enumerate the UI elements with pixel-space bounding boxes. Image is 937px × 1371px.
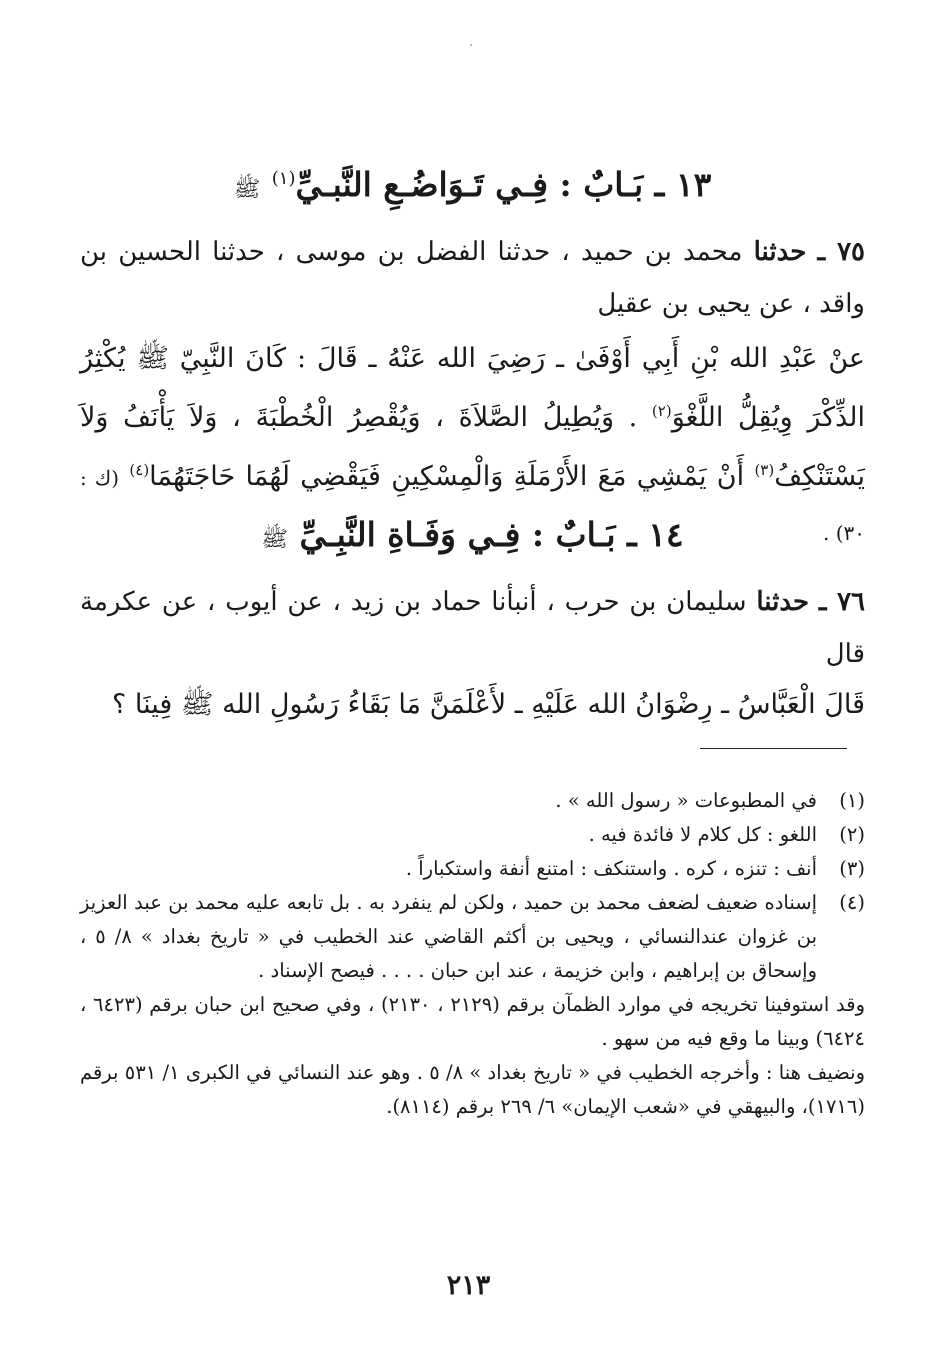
footnote-number: (٤) xyxy=(839,891,865,914)
footnote-4 xyxy=(80,886,865,988)
page-number: ٢١٣ xyxy=(446,1270,491,1301)
hadith-75-reference: (ك : ٣٠) . xyxy=(80,466,865,545)
hadith-76-number: ٧٦ ـ xyxy=(818,587,866,617)
hadith-75-isnad xyxy=(80,226,865,330)
footnote-4-continuation-1: وقد استوفينا تخريجه في موارد الظمآن برقم (٢١٢٩ ، ٢١٣٠) ، وفي صحيح ابن حبان برقم (٦٤٢٣ ، ٦٤٢٤) وبينا ما وقع فيه من سهو . xyxy=(80,993,865,1050)
chapter-14-title: ١٤ ـ بَـابٌ : فِـي وَفَـاةِ النَّبِـيِّ xyxy=(299,515,684,554)
footnote-number: (٢) xyxy=(839,823,865,846)
hadith-76-isnad xyxy=(80,576,865,680)
footnote-separator xyxy=(700,748,847,749)
hadith-76-matn xyxy=(80,678,865,731)
salawat-glyph: ﷺ xyxy=(261,527,288,552)
hadith-76-lead: حدثنا xyxy=(756,587,810,617)
chapter-14-heading xyxy=(80,515,865,554)
chapter-13-heading xyxy=(80,165,865,204)
hadith-75-matn-part1: عنْ عَبْدِ الله بْنِ أَبِي أَوْفَىٰ ـ رَضِيَ الله عَنْهُ ـ قَالَ : كَانَ النَّبِيّ ﷺ يُكْثِرُ الذِّكْرَ وِيُقِلُّ اللَّغْوَ xyxy=(80,343,865,433)
hadith-75-chain: محمد بن حميد ، حدثنا الفضل بن موسى ، حدثنا الحسين بن واقد ، عن يحيى بن عقيل xyxy=(80,237,865,319)
footnote-text: إسناده ضعيف لضعف محمد بن حميد ، ولكن لم ينفرد به . بل تابعه عليه محمد بن عبد العزيز بن غزوان عندالنسائي ، ويحيى بن أكثم القاضي عند الخطيب في « تاريخ بغداد » ٨/ ٥ ، وإسحاق بن إبراهيم ، وابن خزيمة ، عند ابن حبان . . . . فيصح الإسناد . xyxy=(80,891,817,982)
footnote-3 xyxy=(80,852,865,886)
footnote-marker-4[interactable]: (٤) xyxy=(129,461,150,479)
footnote-marker-2[interactable]: (٢) xyxy=(651,402,672,420)
hadith-76-matn-text: قَالَ الْعَبَّاسُ ـ رِضْوَانُ الله عَلَيْهِ ـ لأَعْلَمَنَّ مَا بَقَاءُ رَسُولِ الله ﷺ فِينَا ؟ xyxy=(111,689,865,720)
hadith-75-matn-part2: . وَيُطِيلُ الصَّلاَةَ ، وَيُقْصِرُ الْخُطْبَةَ ، وَلاَ يَأْنَفُ وَلاَ يَسْتَنْكِفُ xyxy=(80,402,865,492)
footnotes xyxy=(80,784,865,1124)
chapter-13-title: ١٣ ـ بَـابٌ : فِـي تَـوَاضُـعِ النَّبـيِّ xyxy=(295,165,712,204)
footnote-marker-3[interactable]: (٣) xyxy=(754,461,775,479)
salawat-glyph: ﷺ xyxy=(233,177,261,202)
scan-speck xyxy=(470,44,472,46)
footnote-1 xyxy=(80,784,865,818)
hadith-76-chain: سليمان بن حرب ، أنبأنا حماد بن زيد ، عن أيوب ، عن عكرمة قال xyxy=(80,587,865,669)
footnote-2 xyxy=(80,818,865,852)
footnote-number: (١) xyxy=(839,789,865,812)
footnote-text: اللغو : كل كلام لا فائدة فيه . xyxy=(588,823,817,846)
hadith-75-lead: حدثنا xyxy=(753,237,807,267)
footnote-text: في المطبوعات « رسول الله » . xyxy=(555,789,817,812)
hadith-75-matn-part3: أَنْ يَمْشِي مَعَ الأَرْمَلَةِ وَالْمِسْكِينِ فَيَقْضِي لَهُمَا حَاجَتَهُمَا xyxy=(149,461,745,492)
hadith-75-number: ٧٥ ـ xyxy=(817,237,866,267)
footnote-marker-1[interactable]: (١) xyxy=(271,168,296,189)
footnote-text: أنف : تنزه ، كره . واستنكف : امتنع أنفة واستكباراً . xyxy=(405,857,817,880)
footnote-number: (٣) xyxy=(839,857,865,880)
footnote-4-continuation-2: ونضيف هنا : وأخرجه الخطيب في « تاريخ بغداد » ٨/ ٥ . وهو عند النسائي في الكبرى ١/ ٥٣١ برقم (١٧١٦)، والبيهقي في «شعب الإيمان» ٦/ ٢٦٩ برقم (٨١١٤). xyxy=(80,1061,865,1118)
